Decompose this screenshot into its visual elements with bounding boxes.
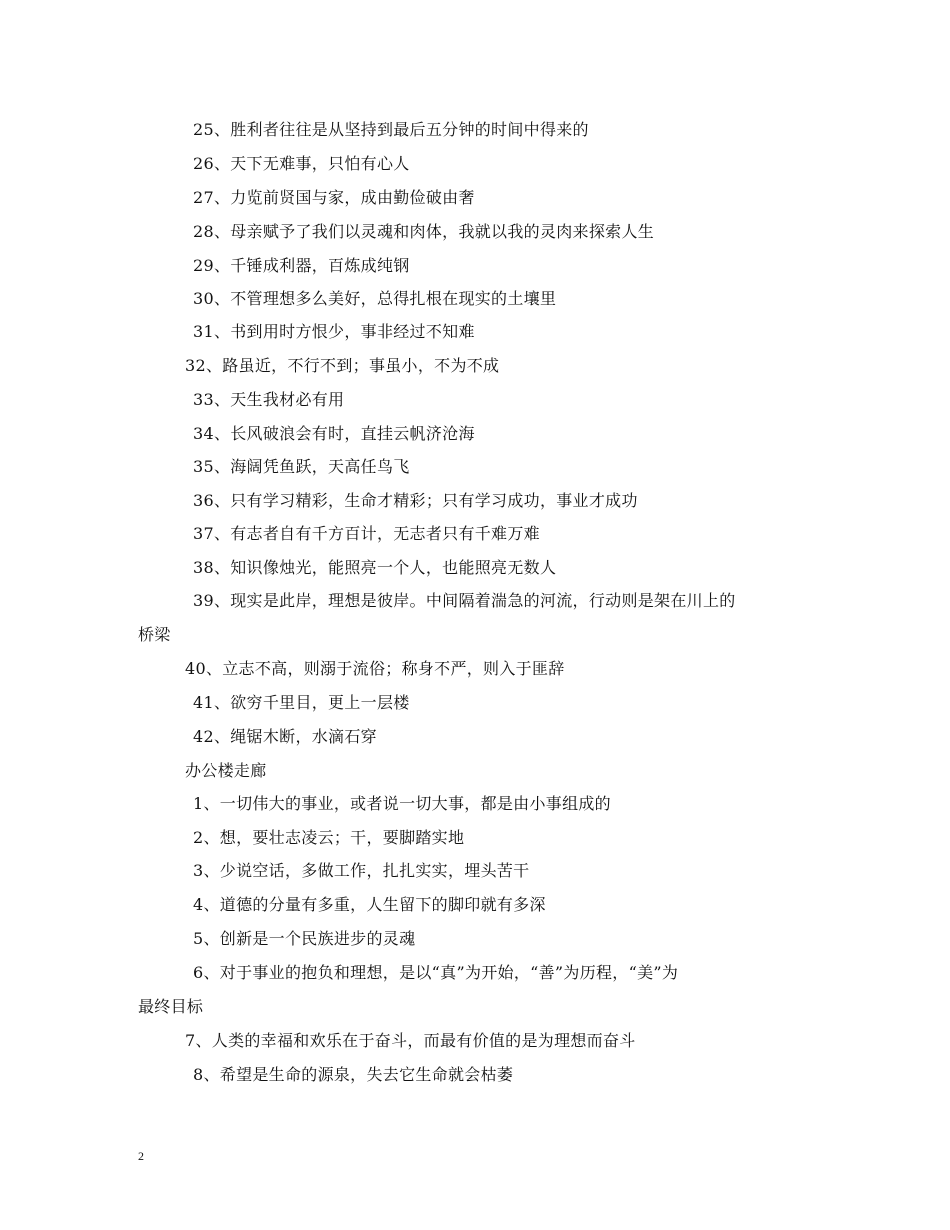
text-line-35: 35、海阔凭鱼跃，天高任鸟飞 bbox=[193, 457, 410, 476]
text-line-33: 33、天生我材必有用 bbox=[193, 390, 345, 409]
text-line-8: 8、希望是生命的源泉，失去它生命就会枯萎 bbox=[193, 1065, 514, 1084]
text-line-4: 4、道德的分量有多重，人生留下的脚印就有多深 bbox=[193, 895, 546, 914]
text-line-38: 38、知识像烛光，能照亮一个人，也能照亮无数人 bbox=[193, 558, 557, 577]
text-line-6-continued: 最终目标 bbox=[138, 997, 204, 1016]
text-line-28: 28、母亲赋予了我们以灵魂和肉体，我就以我的灵肉来探索人生 bbox=[193, 222, 655, 241]
page-number: 2 bbox=[138, 1149, 144, 1163]
section-heading: 办公楼走廊 bbox=[185, 761, 267, 780]
text-line-29: 29、千锤成利器，百炼成纯钢 bbox=[193, 256, 410, 275]
text-line-30: 30、不管理想多么美好，总得扎根在现实的土壤里 bbox=[193, 289, 557, 308]
text-line-42: 42、绳锯木断，水滴石穿 bbox=[193, 727, 377, 746]
text-line-1: 1、一切伟大的事业，或者说一切大事，都是由小事组成的 bbox=[193, 794, 611, 813]
text-line-26: 26、天下无难事，只怕有心人 bbox=[193, 154, 410, 173]
text-line-2: 2、想，要壮志凌云；干，要脚踏实地 bbox=[193, 828, 465, 847]
text-line-31: 31、书到用时方恨少，事非经过不知难 bbox=[193, 322, 475, 341]
text-line-36: 36、只有学习精彩，生命才精彩；只有学习成功，事业才成功 bbox=[193, 491, 638, 510]
text-line-6: 6、对于事业的抱负和理想，是以“真”为开始，“善”为历程，“美”为 bbox=[193, 963, 679, 982]
text-line-39: 39、现实是此岸，理想是彼岸。中间隔着湍急的河流，行动则是架在川上的 bbox=[193, 591, 736, 610]
text-line-40: 40、立志不高，则溺于流俗；称身不严，则入于匪辞 bbox=[185, 659, 565, 678]
text-line-37: 37、有志者自有千方百计，无志者只有千难万难 bbox=[193, 524, 540, 543]
text-line-25: 25、胜利者往往是从坚持到最后五分钟的时间中得来的 bbox=[193, 120, 589, 139]
text-line-5: 5、创新是一个民族进步的灵魂 bbox=[193, 929, 416, 948]
text-line-39-continued: 桥梁 bbox=[138, 625, 171, 644]
text-line-7: 7、人类的幸福和欢乐在于奋斗，而最有价值的是为理想而奋斗 bbox=[185, 1031, 636, 1050]
text-line-41: 41、欲穷千里目，更上一层楼 bbox=[193, 693, 410, 712]
text-line-34: 34、长风破浪会有时，直挂云帆济沧海 bbox=[193, 424, 475, 443]
text-line-3: 3、少说空话，多做工作，扎扎实实，埋头苦干 bbox=[193, 861, 530, 880]
text-line-27: 27、力览前贤国与家，成由勤俭破由奢 bbox=[193, 188, 475, 207]
text-line-32: 32、路虽近，不行不到；事虽小，不为不成 bbox=[185, 356, 500, 375]
